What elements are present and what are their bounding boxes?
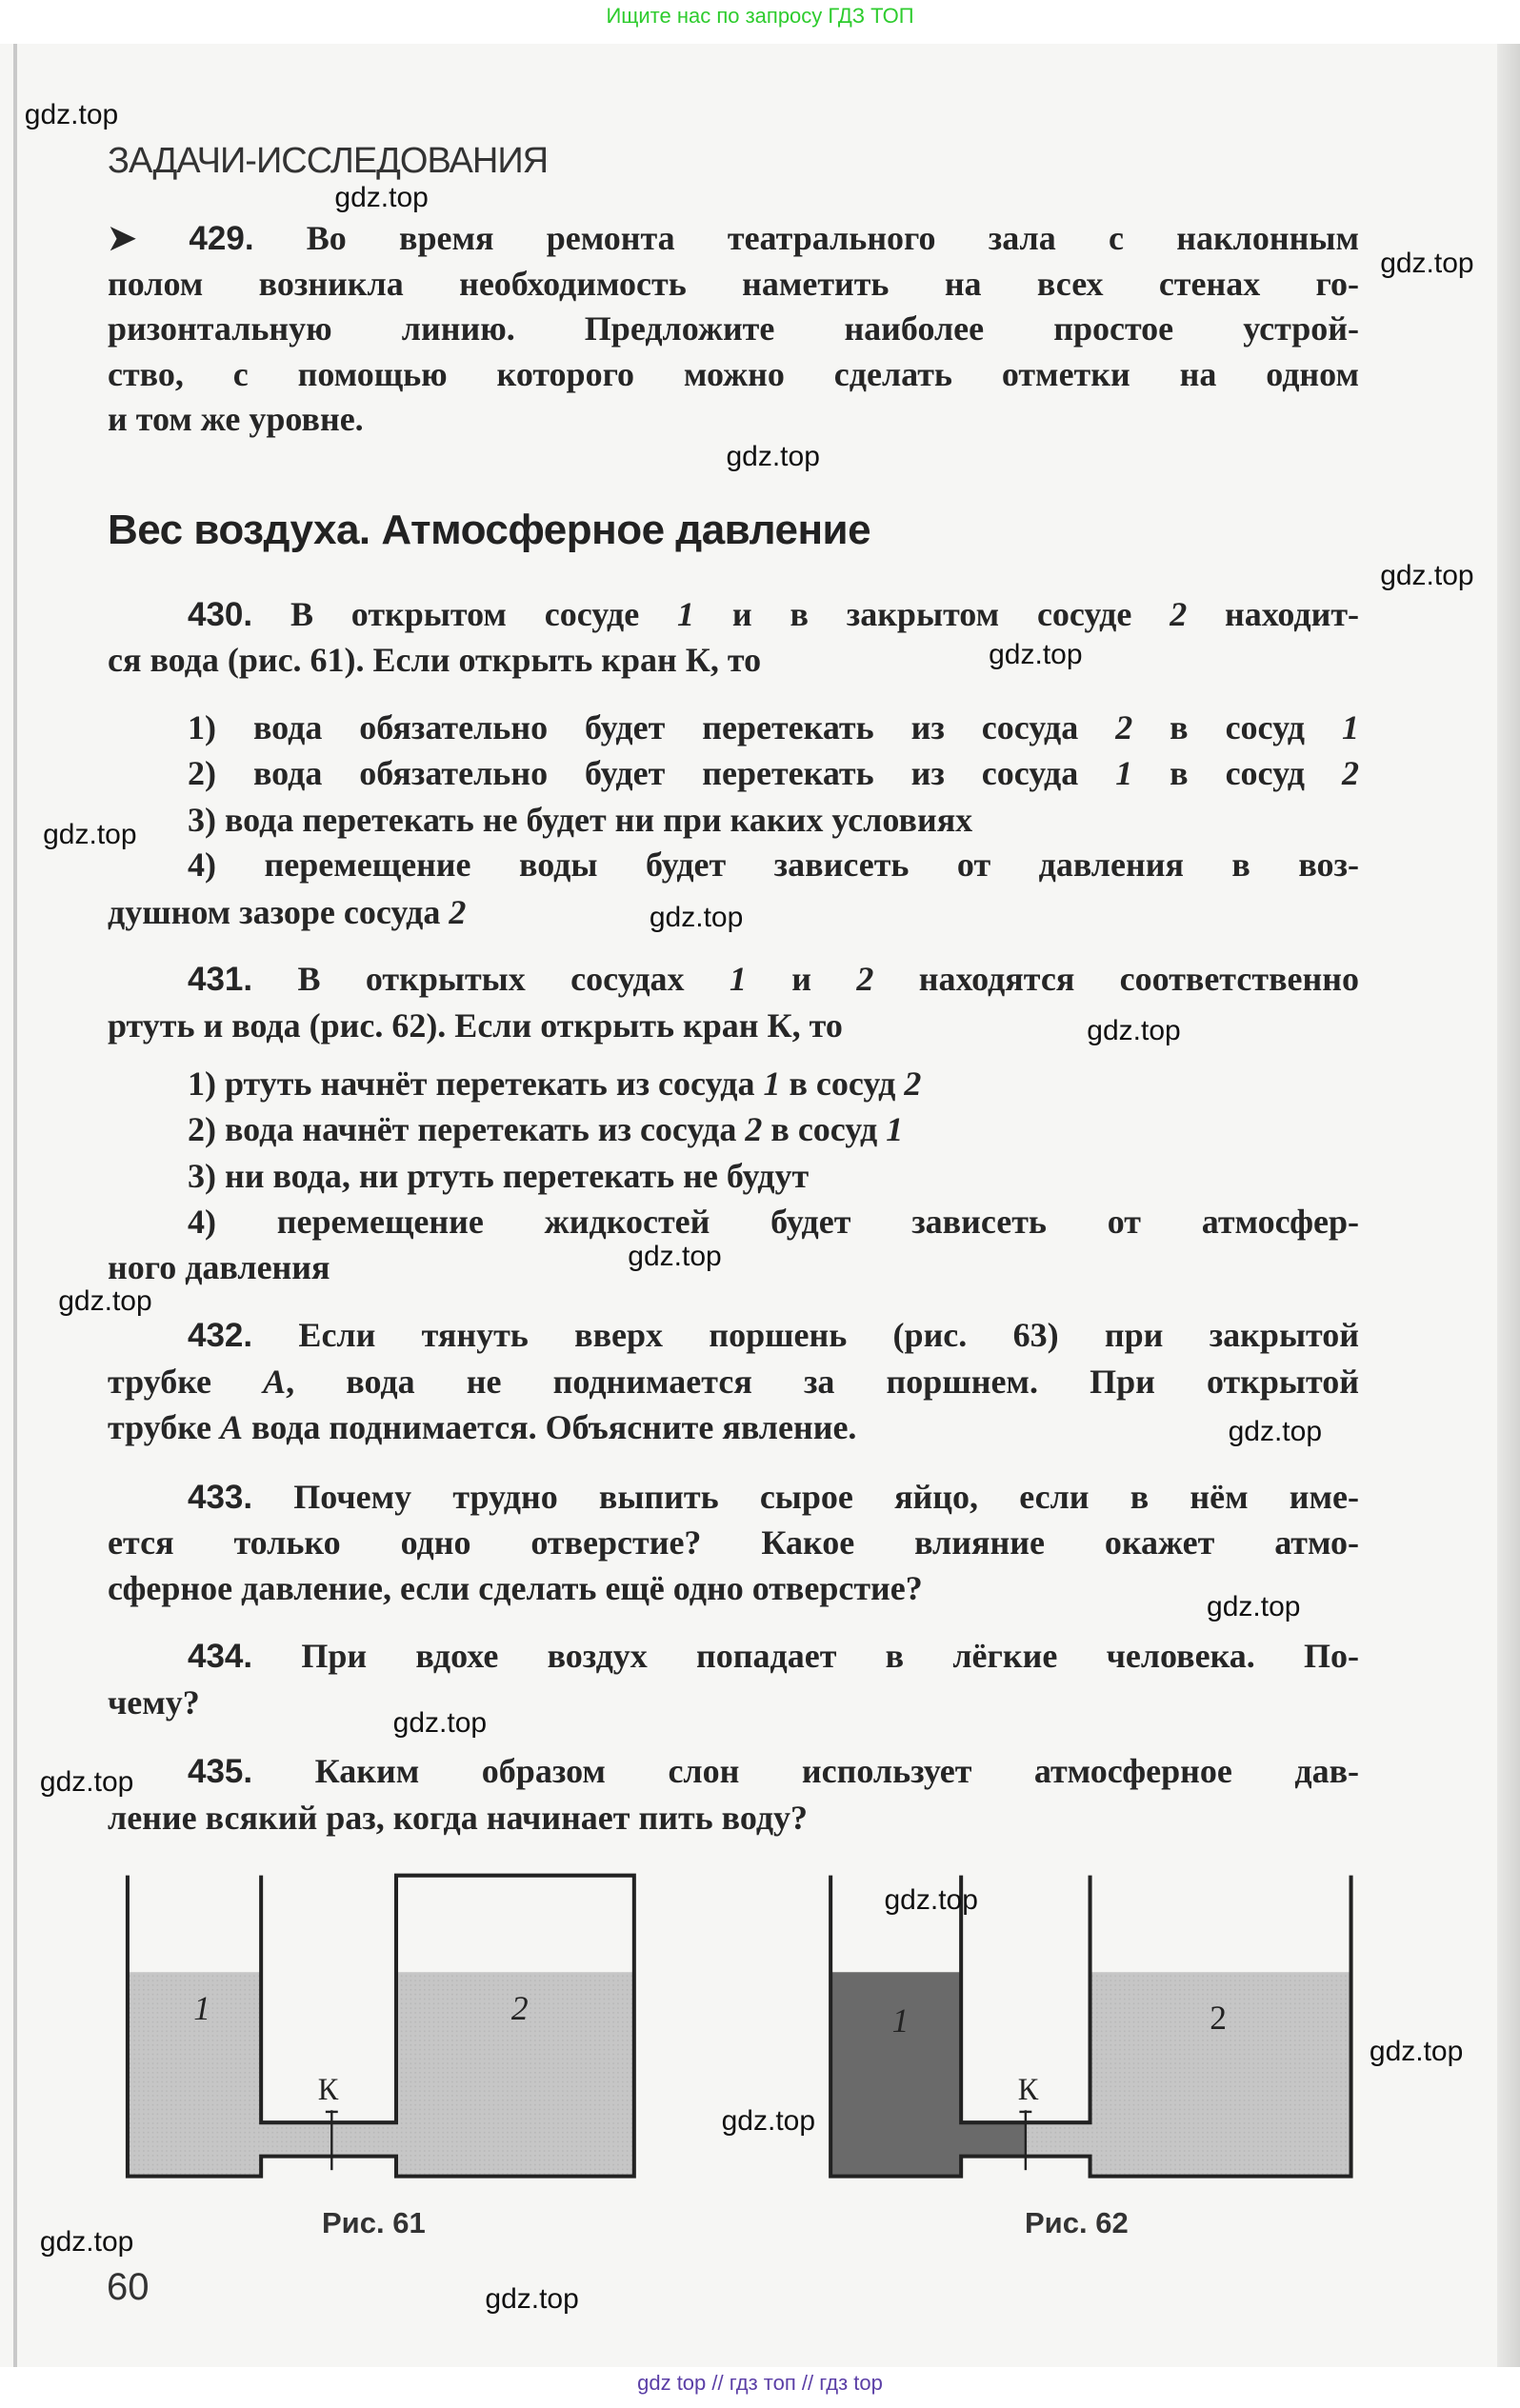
text-segment: ризонтальную линию. Предложите наиболее простое устрой- [108, 309, 1359, 348]
text-segment: 2 [904, 1065, 922, 1103]
text-segment: ного давления [108, 1248, 330, 1286]
watermark: gdz.top [721, 2104, 816, 2137]
text-segment: 1 [886, 1110, 904, 1148]
text-segment: 3) вода перетекать не будет ни при каких условиях [188, 801, 973, 839]
text-segment: 1 [677, 595, 695, 633]
top-banner[interactable]: Ищите нас по запросу ГДЗ ТОП [606, 4, 914, 28]
text-segment: и в закрытом сосуде [694, 595, 1170, 633]
watermark: gdz.top [392, 1707, 488, 1740]
text-segment: ление всякий раз, когда начинает пить воду? [108, 1799, 809, 1837]
text-segment: 4) перемещение жидкостей будет зависеть от атмосфер- [188, 1203, 1359, 1241]
vessel-1-label: 1 [891, 2001, 910, 2040]
figure-62-caption: Рис. 62 [1025, 2206, 1129, 2239]
tap-label: К [317, 2072, 339, 2107]
problem-number: 430. [188, 596, 253, 633]
watermark: gdz.top [1369, 2036, 1464, 2068]
text-segment: , вода не поднимается за поршнем. При открытой [286, 1363, 1359, 1401]
text-segment: Если тянуть вверх поршень (рис. 63) при закрытой [252, 1316, 1359, 1354]
text-segment: полом возникла необходимость наметить на всех стенах го- [108, 265, 1359, 303]
problem-number: 431. [188, 961, 253, 998]
text-segment: ся вода (рис. 61). Если открыть кран К, то [108, 641, 762, 679]
text-segment: ➤ [108, 219, 190, 257]
text-segment: 1 [729, 960, 747, 998]
text-segment: в сосуд [780, 1065, 905, 1103]
text-segment: 2 [856, 960, 874, 998]
text-segment: A [263, 1363, 287, 1401]
text-segment: При вдохе воздух попадает в лёгкие человека. По- [252, 1637, 1359, 1675]
text-segment: 2 [745, 1110, 763, 1148]
text-segment: 1) вода обязательно будет перетекать из сосуда [188, 708, 1116, 746]
text-segment: В открытом сосуде [252, 595, 678, 633]
text-segment: 2) вода начнёт перетекать из сосуда [188, 1110, 746, 1148]
text-segment: ртуть и вода (рис. 62). Если открыть кран К, то [108, 1006, 843, 1045]
text-segment: сферное давление, если сделать ещё одно отверстие? [108, 1569, 923, 1607]
vessel-1-label: 1 [193, 1989, 210, 2028]
text-segment: Почему трудно выпить сырое яйцо, если в нём име- [252, 1478, 1359, 1516]
text-segment: и [746, 960, 857, 998]
watermark: gdz.top [726, 441, 820, 473]
text-segment: 2) вода обязательно будет перетекать из сосуда [188, 754, 1116, 792]
text-segment: ется только одно отверстие? Какое влияние окажет атмо- [108, 1523, 1359, 1562]
problem-number: 432. [188, 1317, 253, 1354]
watermark: gdz.top [1087, 1015, 1181, 1047]
watermark: gdz.top [58, 1284, 152, 1317]
section-title: ЗАДАЧИ-ИССЛЕДОВАНИЯ [108, 141, 549, 181]
problem-number: 429. [189, 220, 254, 257]
text-segment: 1 [763, 1065, 781, 1103]
watermark: gdz.top [39, 1765, 134, 1798]
problem-number: 434. [188, 1638, 253, 1675]
text-segment: трубке [108, 1408, 221, 1446]
problem-number: 435. [188, 1753, 253, 1790]
text-segment: ство, с помощью которого можно сделать отметки на одном [108, 355, 1359, 393]
text-segment: 1) ртуть начнёт перетекать из сосуда [188, 1065, 764, 1103]
text-segment: Каким образом слон использует атмосферное дав- [252, 1752, 1359, 1790]
watermark: gdz.top [1228, 1415, 1323, 1447]
watermark: gdz.top [39, 2226, 134, 2259]
watermark: gdz.top [485, 2282, 579, 2315]
text-segment: трубке [108, 1363, 264, 1401]
watermark: gdz.top [989, 639, 1083, 671]
text-segment: 1 [1341, 708, 1359, 746]
text-segment: чему? [108, 1683, 200, 1721]
watermark: gdz.top [43, 818, 137, 850]
text-segment: A [220, 1408, 244, 1446]
text-segment: 2 [449, 893, 467, 931]
tap-label: К [1017, 2072, 1039, 2107]
text-segment: находит- [1187, 595, 1359, 633]
page-number: 60 [107, 2266, 150, 2308]
topic-heading: Вес воздуха. Атмосферное давление [108, 507, 871, 553]
watermark: gdz.top [24, 98, 119, 130]
problem-number: 433. [188, 1479, 253, 1516]
water-fill [1026, 1972, 1350, 2175]
watermark: gdz.top [1380, 559, 1474, 591]
text-segment: находятся соответственно [873, 960, 1359, 998]
watermark: gdz.top [1207, 1590, 1301, 1622]
text-segment: 3) ни вода, ни ртуть перетекать не будут [188, 1157, 810, 1195]
mercury-fill [832, 1972, 1026, 2175]
text-segment: 2 [1341, 754, 1359, 792]
figure-62 [830, 1876, 1350, 2177]
text-segment: в сосуд [1132, 708, 1342, 746]
text-segment: Во время ремонта театрального зала с наклонным [253, 219, 1359, 257]
watermark: gdz.top [649, 901, 744, 933]
watermark: gdz.top [334, 181, 429, 213]
text-segment: в сосуд [1132, 754, 1342, 792]
watermark: gdz.top [1380, 248, 1474, 280]
text-segment: и том же уровне. [108, 400, 364, 438]
footer-links[interactable]: gdz top // гдз топ // гдз top [637, 2371, 883, 2395]
text-segment: вода поднимается. Объясните явление. [243, 1408, 857, 1446]
text-segment: 1 [1115, 754, 1133, 792]
watermark: gdz.top [884, 1883, 978, 1916]
text-segment: 2 [1115, 708, 1133, 746]
text-segment: 2 [1170, 595, 1188, 633]
figure-61-caption: Рис. 61 [322, 2206, 426, 2239]
vessel-2-label: 2 [510, 1989, 529, 2028]
text-segment: в сосуд [762, 1110, 887, 1148]
text-segment: 4) перемещение воды будет зависеть от давления в воз- [188, 846, 1359, 884]
text-segment: В открытых сосудах [252, 960, 730, 998]
figure-61 [128, 1876, 634, 2177]
text-segment: душном зазоре сосуда [108, 893, 450, 931]
watermark: gdz.top [628, 1241, 722, 1273]
vessel-2-label: 2 [1210, 1998, 1228, 2037]
